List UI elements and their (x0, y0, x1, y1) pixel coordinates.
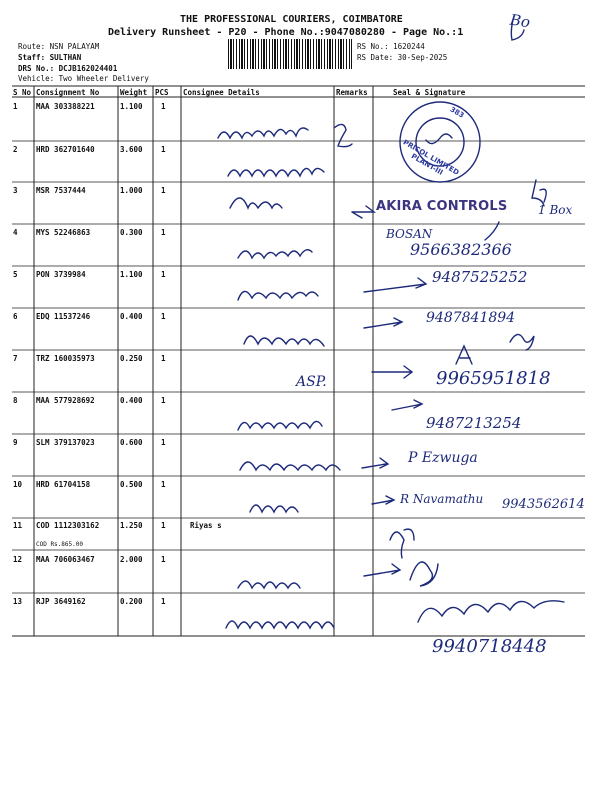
col-weight: Weight (120, 88, 148, 97)
runsheet-subtitle: Delivery Runsheet - P20 - Phone No.:9047080280 - Page No.:1 (108, 27, 464, 38)
row-weight: 0.500 (120, 480, 143, 489)
row-pcs: 1 (161, 270, 166, 279)
handwritten-signature (364, 564, 400, 576)
row-consignment: COD 1112303162 (36, 521, 100, 530)
row-pcs: 1 (161, 312, 166, 321)
handwritten-signature (230, 198, 282, 208)
handwritten-signature (364, 278, 426, 292)
row-sno: 5 (13, 270, 18, 279)
row-consignment: MAA 706063467 (36, 555, 95, 564)
handwritten-name: R Navamathu (400, 492, 484, 506)
row-sno: 7 (13, 354, 18, 363)
handwritten-phone: 9487525252 (432, 268, 528, 286)
row-pcs: 1 (161, 597, 166, 606)
handwritten-signature (456, 346, 472, 364)
row-weight: 2.000 (120, 555, 143, 564)
col-sno: S No (13, 88, 32, 97)
col-consignment: Consignment No (36, 88, 100, 97)
col-remarks: Remarks (336, 88, 368, 97)
handwritten-note: 1 Box (538, 203, 573, 217)
row-weight: 0.400 (120, 312, 143, 321)
handwritten-signature (228, 168, 324, 176)
row-pcs: 1 (161, 228, 166, 237)
handwritten-signature (485, 222, 499, 240)
handwritten-signature (372, 496, 394, 504)
row-sno: 4 (13, 228, 18, 237)
handwritten-signature (390, 529, 414, 558)
handwritten-signature (244, 336, 324, 346)
row-weight: 3.600 (120, 145, 143, 154)
rs-date-text: RS Date: 30-Sep-2025 (357, 53, 448, 62)
handwritten-signature (372, 366, 412, 378)
rs-no-text: RS No.: 1620244 (357, 42, 425, 51)
row-pcs: 1 (161, 145, 166, 154)
row-consignment: HRD 61704158 (36, 480, 91, 489)
handwritten-phone: 9940718448 (432, 636, 547, 657)
staff-text: Staff: SULTHAN (18, 53, 82, 62)
handwritten-phone: 9487841894 (426, 310, 516, 326)
handwritten-name: BOSAN (386, 227, 433, 241)
row-consignment: SLM 379137023 (36, 438, 95, 447)
handwritten-name: P Ezwuga (408, 450, 478, 466)
handwritten-signature (410, 562, 438, 586)
row-consignee: Riyas s (190, 521, 222, 530)
handwritten-phone: 9487213254 (426, 414, 522, 432)
row-pcs: 1 (161, 480, 166, 489)
row-consignment: PON 3739984 (36, 270, 86, 279)
handwritten-signature (226, 621, 334, 628)
col-seal-signature: Seal & Signature (393, 88, 466, 97)
handwritten-phone: 9566382366 (410, 240, 512, 259)
row-weight: 0.300 (120, 228, 143, 237)
row-weight: 0.600 (120, 438, 143, 447)
handwritten-signature (334, 124, 352, 146)
row-weight: 0.250 (120, 354, 143, 363)
akira-stamp: AKIRA CONTROLS (376, 199, 508, 214)
row-weight: 1.100 (120, 102, 143, 111)
stamp-text: 383 PRICOL LIMITED PLANT-III (401, 105, 466, 177)
row-pcs: 1 (161, 396, 166, 405)
row-weight: 1.250 (120, 521, 143, 530)
row-consignment: MAA 303388221 (36, 102, 95, 111)
handwritten-signature (364, 318, 402, 328)
handwritten-initials: ASP. (296, 374, 327, 390)
row-sno: 9 (13, 438, 18, 447)
handwritten-signature (238, 581, 300, 588)
row-pcs: 1 (161, 186, 166, 195)
col-consignee: Consignee Details (183, 88, 260, 97)
route-text: Route: NSN PALAYAM (18, 42, 100, 51)
row-consignment: EDQ 11537246 (36, 312, 91, 321)
row-weight: 0.400 (120, 396, 143, 405)
row-consignment: HRD 362701640 (36, 145, 95, 154)
row-sno: 8 (13, 396, 18, 405)
handwritten-signature (392, 400, 422, 410)
handwritten-signature (238, 421, 322, 430)
vehicle-text: Vehicle: Two Wheeler Delivery (18, 74, 149, 83)
row-sno: 12 (13, 555, 23, 564)
handwritten-signature (238, 291, 318, 300)
handwritten-signature (352, 206, 374, 218)
row-sno: 11 (13, 521, 23, 530)
row-sno: 2 (13, 145, 18, 154)
cod-amount: COD Rs.865.00 (36, 541, 83, 548)
row-consignment: MSR 7537444 (36, 186, 86, 195)
row-consignment: MYS 52246863 (36, 228, 91, 237)
row-weight: 1.100 (120, 270, 143, 279)
row-sno: 1 (13, 102, 18, 111)
row-consignment: TRZ 160035973 (36, 354, 95, 363)
handwritten-signature (510, 334, 534, 350)
handwritten-phone: 9943562614 (502, 497, 585, 512)
row-consignment: RJP 3649162 (36, 597, 86, 606)
row-sno: 13 (13, 597, 23, 606)
handwritten-signature (250, 505, 298, 512)
row-sno: 6 (13, 312, 18, 321)
handwritten-signature (240, 462, 340, 470)
handwritten-signature (418, 601, 564, 622)
row-sno: 10 (13, 480, 23, 489)
row-pcs: 1 (161, 555, 166, 564)
handwritten-signature (218, 128, 308, 138)
col-pcs: PCS (155, 88, 169, 97)
drs-text: DRS No.: DCJB162024401 (18, 64, 118, 73)
row-pcs: 1 (161, 102, 166, 111)
row-weight: 0.200 (120, 597, 143, 606)
row-sno: 3 (13, 186, 18, 195)
row-pcs: 1 (161, 354, 166, 363)
row-pcs: 1 (161, 438, 166, 447)
row-weight: 1.000 (120, 186, 143, 195)
row-pcs: 1 (161, 521, 166, 530)
row-consignment: MAA 577928692 (36, 396, 95, 405)
handwritten-corner: Bo (508, 10, 532, 32)
handwritten-signature (238, 250, 312, 258)
handwritten-signature (362, 458, 388, 468)
company-title: THE PROFESSIONAL COURIERS, COIMBATORE (180, 14, 403, 25)
handwritten-phone: 9965951818 (436, 368, 551, 389)
